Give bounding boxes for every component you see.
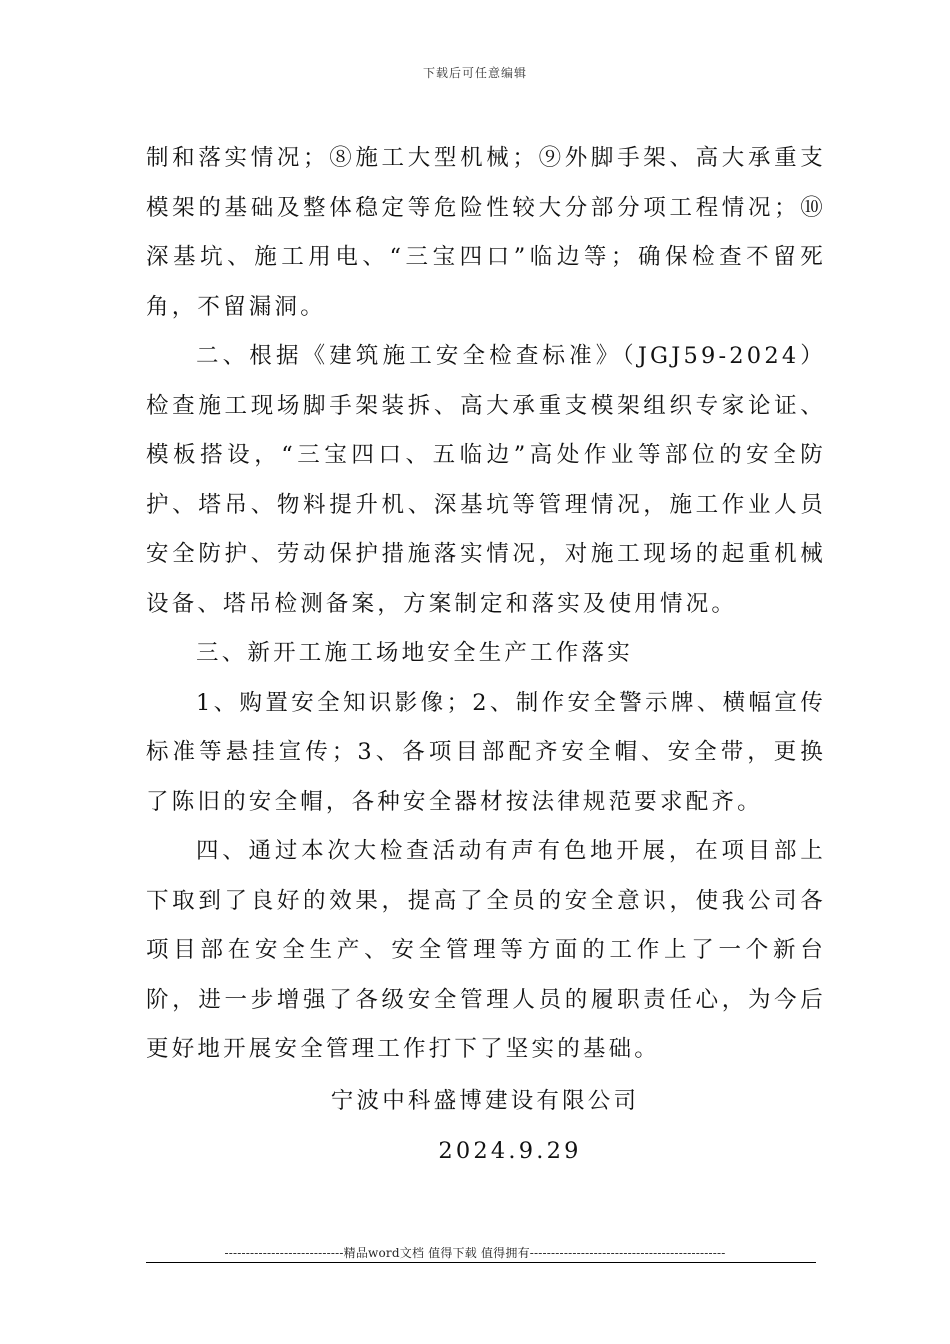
document-body bbox=[146, 134, 826, 1075]
page-header-note: 下载后可任意编辑 bbox=[422, 66, 527, 80]
footer-divider bbox=[146, 1262, 816, 1263]
paragraph-section-three-items: 1、购置安全知识影像；2、制作安全警示牌、横幅宣传标准等悬挂宣传；3、各项目部配齐安全帽、安全带，更换了陈旧的安全帽，各种安全器材按法律规范要求配齐。 bbox=[146, 689, 826, 815]
page-footer-note: ----------------------------精品word文档 值得下载 值得拥有---------------------------------------------- bbox=[224, 1246, 726, 1260]
paragraph-continuation: 制和落实情况；⑧施工大型机械；⑨外脚手架、高大承重支模架的基础及整体稳定等危险性较大分部分项工程情况；⑩深基坑、施工用电、“三宝四口”临边等；确保检查不留死角，不留漏洞。 bbox=[146, 145, 826, 320]
signature-date: 2024.9.29 bbox=[438, 1138, 582, 1164]
paragraph-section-two: 二、根据《建筑施工安全检查标准》（JGJ59-2024）检查施工现场脚手架装拆、高大承重支模架组织专家论证、模板搭设，“三宝四口、五临边”高处作业等部位的安全防护、塔吊、物料提升机、深基坑等管理情况，施工作业人员安全防护、劳动保护措施落实情况，对施工现场的起重机械设备、塔吊检测备案，方案制定和落实及使用情况。 bbox=[146, 343, 826, 617]
signature-company: 宁波中科盛博建设有限公司 bbox=[330, 1088, 640, 1114]
paragraph-section-four: 四、通过本次大检查活动有声有色地开展，在项目部上下取到了良好的效果，提高了全员的安全意识，使我公司各项目部在安全生产、安全管理等方面的工作上了一个新台阶，进一步增强了各级安全管理人员的履职责任心，为今后更好地开展安全管理工作打下了坚实的基础。 bbox=[146, 838, 826, 1062]
signature-block bbox=[0, 1081, 950, 1171]
paragraph-section-three-heading: 三、新开工施工场地安全生产工作落实 bbox=[196, 640, 633, 666]
